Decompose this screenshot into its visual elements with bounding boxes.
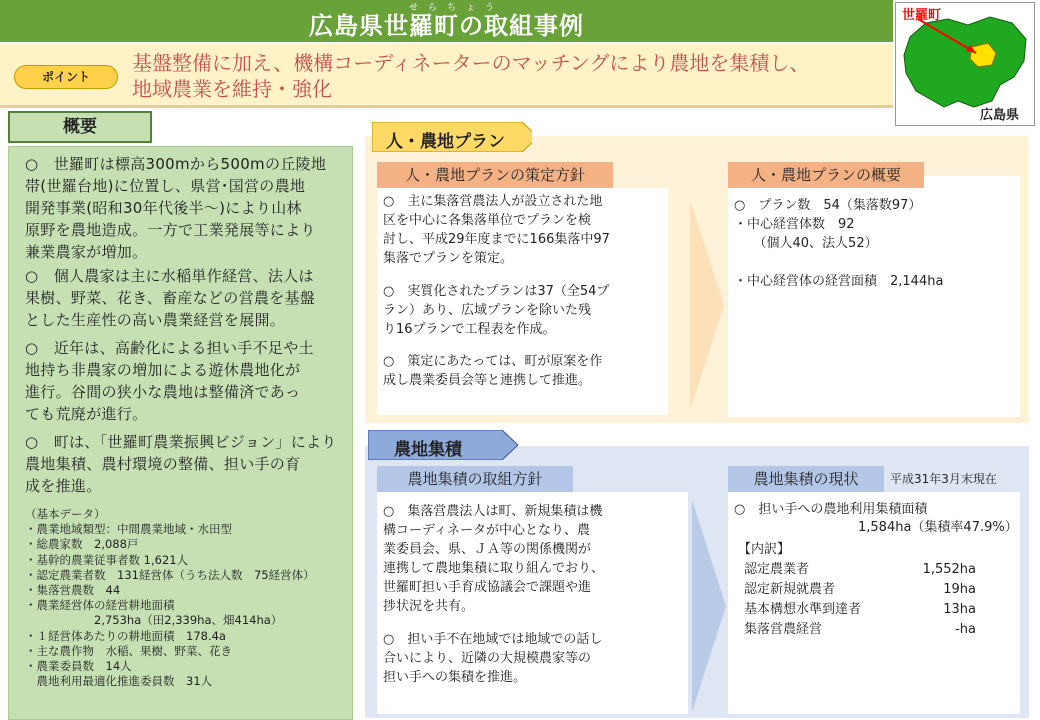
point-text	[132, 50, 882, 102]
map-town-label: 世羅町	[902, 8, 942, 23]
breakdown-value-3: 13ha	[943, 602, 976, 617]
farm-policy-para-1: ○ 集落営農法人は町、新規集積は機 構コーディネータが中心となり、農 業委員会、県、ＪＡ等の関係機関が 連携して農地集積に取り組んでおり、 世羅町担い手育成協議会で課題や進 捗状況を共有。	[383, 504, 605, 614]
breakdown-name-1: 認定農業者	[744, 562, 810, 577]
plan-policy-para-1: ○ 主に集落営農法人が設立された地 区を中心に各集落単位でプランを検 討し、平成29年度までに166集落中97 集落でプランを策定。	[383, 194, 610, 266]
farm-status-box	[728, 492, 1020, 714]
overview-header: 概要	[8, 111, 152, 143]
map-icon	[896, 3, 1034, 125]
overview-para-1: ○ 世羅町は標高300mから500mの丘陵地 帯(世羅台地)に位置し、県営･国営の農地 開発事業(昭和30年代後半～)により山林 原野を農地造成。一方で工業発展等により 兼業農家が増加。	[25, 155, 327, 261]
farm-policy-para-2: ○ 担い手不在地域では地域での話し 合いにより、近隣の大規模農家等の 担い手への集積を推進。	[383, 632, 603, 685]
farm-policy-box	[377, 492, 688, 714]
breakdown-value-1: 1,552ha	[922, 562, 976, 577]
plan-policy-para-2: ○ 実質化されたプランは37（全54プ ラン）あり、広域プランを除いた残 り16プランで工程表を作成。	[383, 284, 610, 337]
overview-panel	[8, 146, 353, 720]
breakdown-name-2: 認定新規就農者	[744, 582, 836, 597]
point-badge: ポイント	[14, 65, 118, 89]
breakdown-label: 【内訳】	[738, 542, 791, 557]
breakdown-name-4: 集落営農経営	[744, 622, 823, 637]
overview-para-4: ○ 町は、「世羅町農業振興ビジョン」により 農地集積、農村環境の整備、担い手の育 成を推進。	[25, 433, 337, 495]
plan-summary-head: 人・農地プランの概要	[728, 162, 924, 188]
page-title: 広島県世羅町の取組事例	[309, 12, 584, 40]
plan-policy-head: 人・農地プランの策定方針	[377, 162, 613, 188]
breakdown-value-2: 19ha	[943, 582, 976, 597]
plan-summary-text: ○ プラン数 54（集落数97） ・中心経営体数 92 （個人40、法人52） ・中心経営体の経営面積 2,144ha	[734, 198, 944, 289]
overview-para-3: ○ 近年は、高齢化による担い手不足や土 地持ち非農家の増加による遊休農地化が 進行。谷間の狭小な農地は整備済であっ ても荒廃が進行。	[25, 339, 314, 423]
point-line-2: 地域農業を維持・強化	[132, 77, 332, 101]
farm-status-date: 平成31年3月末現在	[890, 472, 997, 486]
farm-arrow-icon	[692, 500, 726, 712]
farm-status-line-1: ○ 担い手への農地利用集積面積	[734, 502, 928, 517]
map-pref-label: 広島県	[980, 108, 1020, 123]
overview-para-2: ○ 個人農家は主に水稲単作経営、法人は 果樹、野菜、花き、畜産などの営農を基盤 とした生産性の高い農業経営を展開。	[25, 267, 316, 329]
farm-tab-label: 農地集積	[394, 440, 462, 460]
farm-status-head: 農地集積の現状	[728, 466, 884, 492]
breakdown-value-4: -ha	[955, 622, 976, 637]
plan-arrow-icon	[690, 200, 724, 410]
breakdown-name-3: 基本構想水準到達者	[744, 602, 862, 617]
plan-summary-box	[728, 176, 1020, 417]
plan-tab-label: 人・農地プラン	[386, 132, 505, 152]
point-line-1: 基盤整備に加え、機構コーディネーターのマッチングにより農地を集積し、	[132, 51, 810, 75]
title-ruby: せらちょう	[408, 3, 504, 13]
plan-policy-box	[377, 188, 668, 415]
farm-policy-head: 農地集積の取組方針	[377, 466, 573, 492]
plan-policy-para-3: ○ 策定にあたっては、町が原案を作 成し農業委員会等と連携して推進。	[383, 354, 603, 388]
farm-status-line-2: 1,584ha（集積率47.9%）	[858, 520, 1018, 535]
basic-data: （基本データ） ・農業地域類型：中間農業地域・水田型 ・総農家数 2,088戸 ・基幹的農業従事者数 1,621人 ・認定農業者数 131経営体（うち法人数 75経営体） ・集落営農数 44 ・農業経営体の経営耕地面積 2,753ha（田2,339ha、畑414ha） ・１経営体あたりの耕地面積 178.4a ・主な農作物 水稲、果樹、野菜、花き ・農業委員数 14人 農地利用最適化推進委員数 31人	[25, 507, 315, 689]
hiroshima-map	[895, 2, 1035, 126]
